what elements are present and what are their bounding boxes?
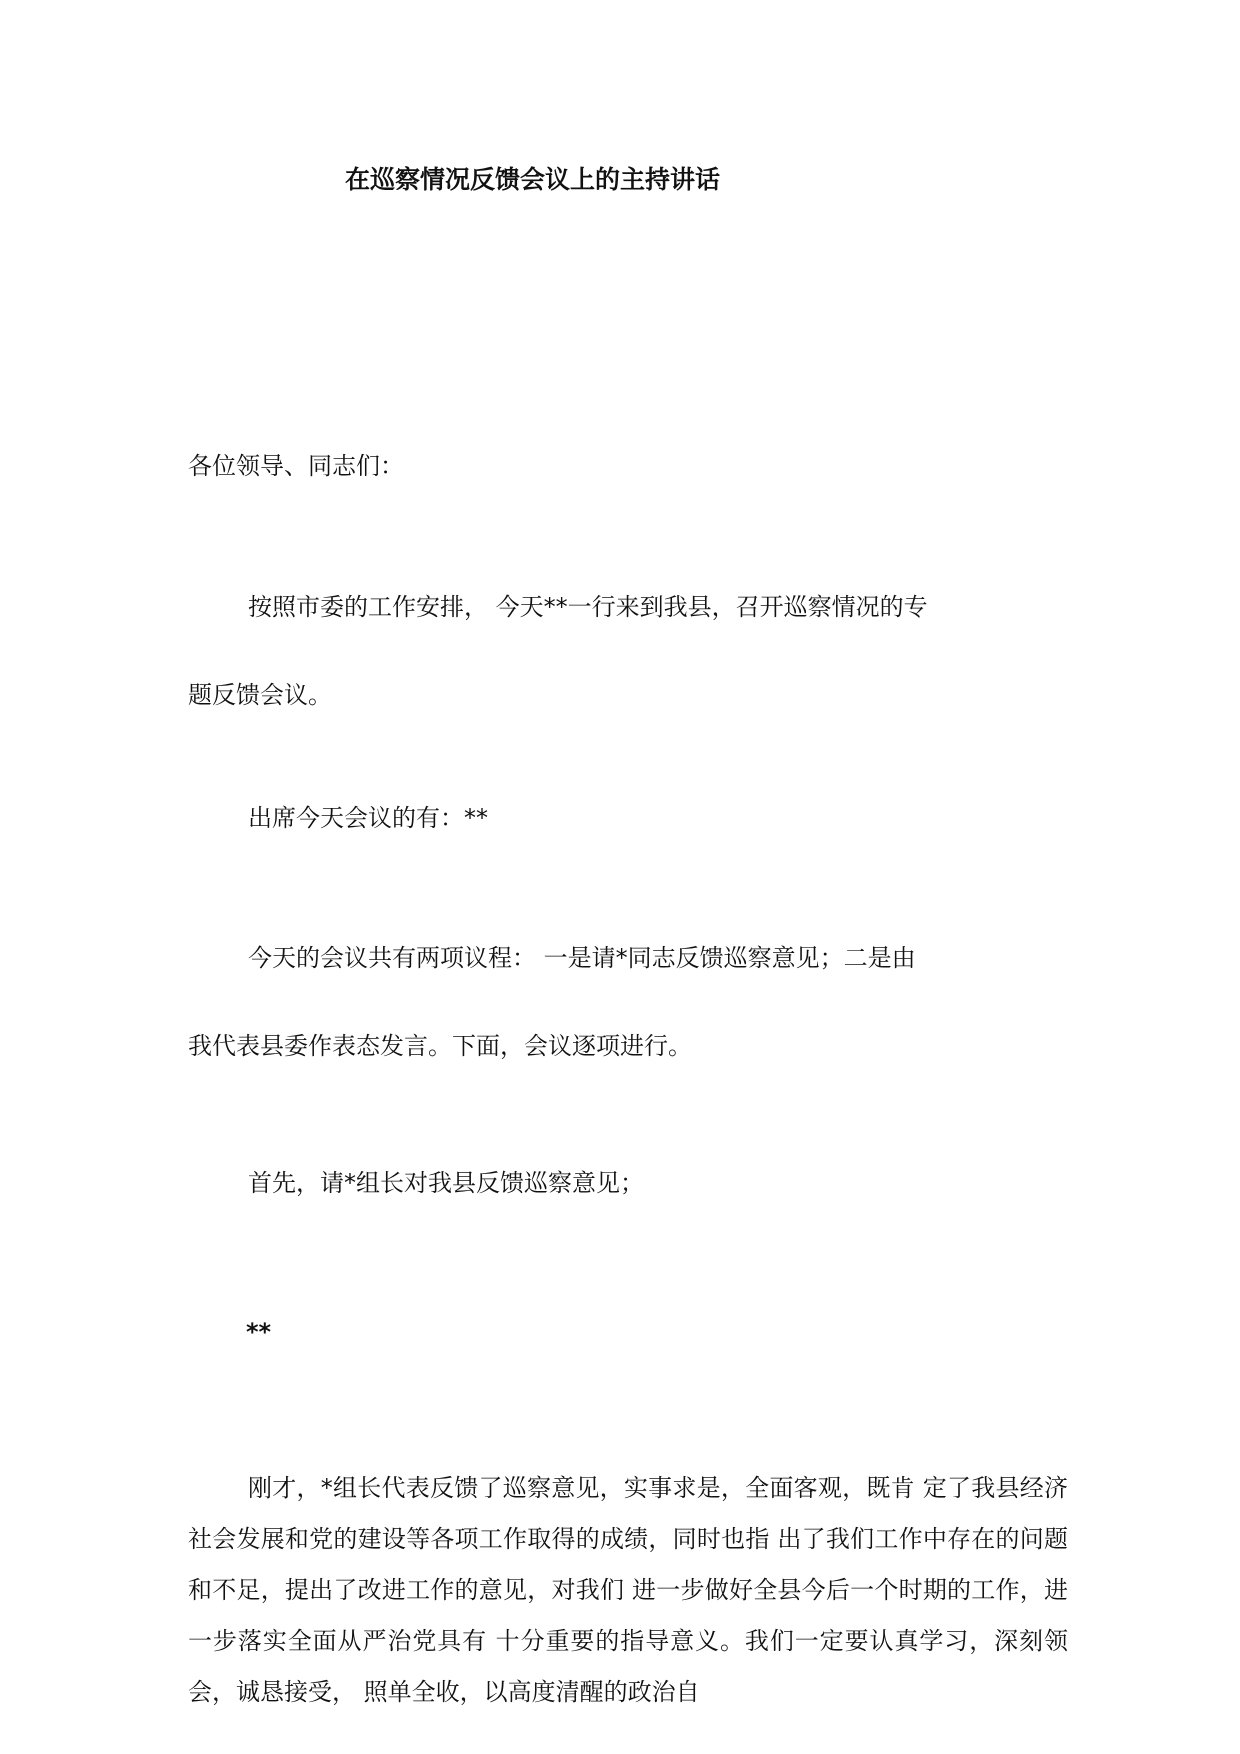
agenda-line-1: 今天的会议共有两项议程： 一是请*同志反馈巡察意见；二是由 [248, 944, 916, 972]
body-paragraph: 刚才，*组长代表反馈了巡察意见，实事求是，全面客观，既肯 定了我县经济社会发展和党的建设等各项工作取得的成绩，同时也指 出了我们工作中存在的问题和不足，提出了改进工作的意见，对我们 进一步做好全县今后一个时期的工作，进一步落实全面从严治党具有 十分重要的指导意义。我们一定要认真学习，深刻领会，诚恳接受， 照单全收，以高度清醒的政治自 [188, 1474, 1068, 1706]
salutation: 各位领导、同志们： [188, 452, 404, 480]
paragraph-1-line-2: 题反馈会议。 [188, 681, 332, 709]
paragraph-1-line-1: 按照市委的工作安排， 今天**一行来到我县，召开巡察情况的专 [248, 593, 928, 621]
agenda-line-2: 我代表县委作表态发言。下面，会议逐项进行。 [188, 1032, 692, 1060]
placeholder-mark: ** [246, 1318, 272, 1346]
document-title: 在巡察情况反馈会议上的主持讲话 [345, 165, 721, 194]
first-item-line: 首先，请*组长对我县反馈巡察意见； [248, 1169, 644, 1197]
attendees-line: 出席今天会议的有：** [248, 804, 488, 832]
